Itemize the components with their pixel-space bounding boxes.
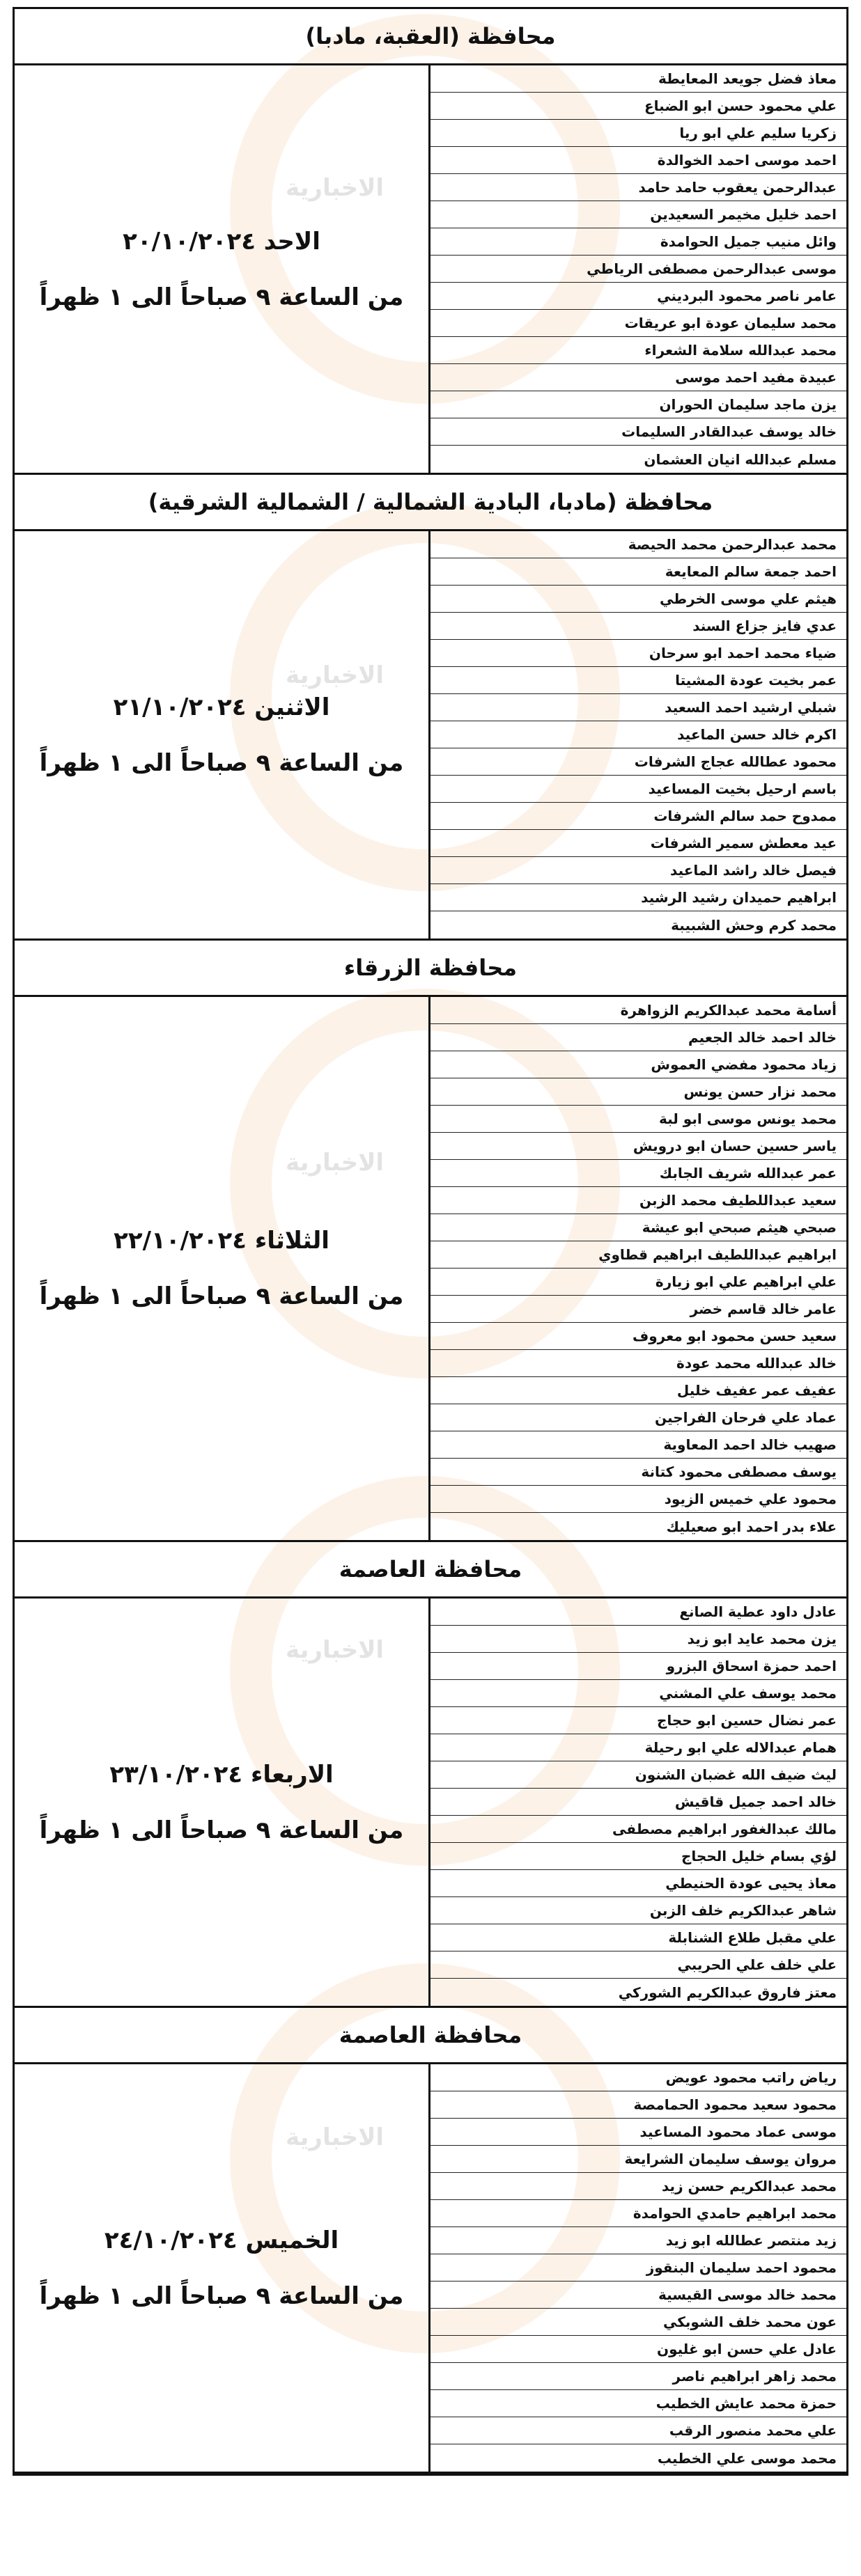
name-row: محمد نزار حسن يونس (430, 1078, 846, 1106)
section-header (15, 2008, 846, 2064)
section-header (15, 941, 846, 997)
name-row: محمد يوسف علي المشني (430, 1680, 846, 1707)
name-row: خالد يوسف عبدالقادر السليمات (430, 418, 846, 446)
watermark-text: الاخبارية (286, 1149, 385, 1177)
name-row: احمد جمعة سالم المعايعة (430, 558, 846, 586)
name-row: عامر خالد قاسم خضر (430, 1296, 846, 1323)
name-row: عمر بخيت عودة المشيتا (430, 667, 846, 694)
name-row: سعيد حسن محمود ابو معروف (430, 1323, 846, 1350)
schedule-date: الاحد ٢٠/١٠/٢٠٢٤ (123, 227, 320, 256)
governorate-title: محافظة (مادبا، البادية الشمالية / الشمالية الشرقية) (148, 489, 713, 515)
section-body (15, 531, 846, 941)
schedule-time: من الساعة ٩ صباحاً الى ١ ظهراً (39, 2282, 404, 2310)
name-row: عادل داود عطية الصانع (430, 1599, 846, 1626)
schedule-date: الخميس ٢٤/١٠/٢٠٢٤ (104, 2226, 339, 2254)
name-row: خالد احمد جميل قاقيش (430, 1789, 846, 1816)
name-row: معاذ يحيى عودة الحنيطي (430, 1870, 846, 1897)
name-row: احمد خليل مخيمر السعيدين (430, 201, 846, 228)
schedule-time: من الساعة ٩ صباحاً الى ١ ظهراً (39, 748, 404, 777)
name-row: اكرم خالد حسن الماعيد (430, 721, 846, 748)
watermark-text: الاخبارية (286, 174, 385, 202)
names-list (428, 997, 846, 1540)
section-header (15, 475, 846, 531)
name-row: باسم ارحيل بخيت المساعيد (430, 776, 846, 803)
name-row: هيثم علي موسى الخرطي (430, 586, 846, 613)
name-row: محمد عبدالله سلامة الشعراء (430, 337, 846, 364)
name-row: علي محمد منصور الرقب (430, 2417, 846, 2444)
name-row: يزن محمد عايد ابو زيد (430, 1626, 846, 1653)
name-row: أسامة محمد عبدالكريم الزواهرة (430, 997, 846, 1024)
schedule-info (15, 65, 428, 473)
schedule-date: الاثنين ٢١/١٠/٢٠٢٤ (113, 693, 330, 721)
name-row: ياسر حسين حسان ابو درويش (430, 1133, 846, 1160)
name-row: صبحي هيثم صبحي ابو عيشة (430, 1214, 846, 1241)
name-row: شاهر عبدالكريم خلف الزبن (430, 1897, 846, 1924)
name-row: ليث ضيف الله غضبان الشنون (430, 1761, 846, 1789)
governorate-title: محافظة العاصمة (339, 1556, 522, 1582)
name-row: زكريا سليم علي ابو ريا (430, 120, 846, 147)
schedule-info (15, 1599, 428, 2006)
names-list (428, 2064, 846, 2472)
name-row: محمود سعيد محمود الحمامصة (430, 2091, 846, 2119)
name-row: خالد عبدالله محمد عودة (430, 1350, 846, 1377)
name-row: خالد احمد خالد الجعيم (430, 1024, 846, 1051)
name-row: حمزة محمد عايش الخطيب (430, 2390, 846, 2417)
name-row: عمر نضال حسين ابو حجاج (430, 1707, 846, 1734)
names-list (428, 1599, 846, 2006)
name-row: لؤي بسام خليل الحجاج (430, 1843, 846, 1870)
name-row: علي مقبل طلاع الشنابلة (430, 1924, 846, 1951)
name-row: علاء بدر احمد ابو صعيليك (666, 1518, 837, 1535)
section-header (15, 1542, 846, 1599)
name-row: علي محمود حسن ابو الضباع (430, 93, 846, 120)
name-row: يزن ماجد سليمان الحوران (430, 391, 846, 418)
name-row: محمد سليمان عودة ابو عريقات (430, 310, 846, 337)
name-row: محمد عبدالكريم حسن زيد (430, 2173, 846, 2200)
name-row: مروان يوسف سليمان الشرايعة (430, 2146, 846, 2173)
name-row: محمد كرم وحش الشبيبة (671, 916, 837, 934)
name-row: صهيب خالد احمد المعاوية (430, 1431, 846, 1459)
name-row: عمر عبدالله شريف الجابك (430, 1160, 846, 1187)
schedule-date: الاربعاء ٢٣/١٠/٢٠٢٤ (109, 1760, 334, 1789)
governorate-title: محافظة (العقبة، مادبا) (305, 23, 556, 49)
schedule-time: من الساعة ٩ صباحاً الى ١ ظهراً (39, 1282, 404, 1310)
name-row: عيد معطش سمير الشرفات (430, 830, 846, 857)
name-row: همام عبدالاله علي ابو رحيلة (430, 1734, 846, 1761)
name-row: علي خلف علي الحريبي (430, 1951, 846, 1979)
name-row: عادل علي حسن ابو غليون (430, 2336, 846, 2363)
name-row: معاذ فضل جويعد المعايطة (430, 65, 846, 93)
name-row: زياد محمود مفضي العموش (430, 1051, 846, 1078)
governorate-title: محافظة الزرقاء (343, 955, 518, 981)
section-body (15, 997, 846, 1542)
governorate-title: محافظة العاصمة (339, 2022, 522, 2048)
names-list (428, 65, 846, 473)
name-row: محمد ابراهيم حامدي الحوامدة (430, 2200, 846, 2227)
name-row: ابراهيم حميدان رشيد الرشيد (430, 884, 846, 911)
name-row: سعيد عبداللطيف محمد الزبن (430, 1187, 846, 1214)
section-body (15, 1599, 846, 2008)
watermark-text: الاخبارية (286, 2123, 385, 2151)
schedule-table (13, 7, 848, 2476)
name-row: عبدالرحمن يعقوب حامد حامد (430, 174, 846, 201)
name-row: محمد عبدالرحمن محمد الحيصة (430, 531, 846, 558)
name-row: عماد علي فرحان الفراجين (430, 1404, 846, 1431)
schedule-date: الثلاثاء ٢٢/١٠/٢٠٢٤ (114, 1227, 329, 1255)
section-body (15, 2064, 846, 2474)
name-row: معتز فاروق عبدالكريم الشوركي (618, 1984, 837, 2001)
schedule-info (15, 531, 428, 938)
name-row: مسلم عبدالله انيان العشمان (644, 450, 837, 468)
name-row: عامر ناصر محمود البرديني (430, 283, 846, 310)
schedule-time: من الساعة ٩ صباحاً الى ١ ظهراً (39, 1816, 404, 1844)
name-row: وائل منيب جميل الحوامدة (430, 228, 846, 256)
name-row: ابراهيم عبداللطيف ابراهيم قطاوي (430, 1241, 846, 1269)
name-row: موسى عبدالرحمن مصطفى الرياطي (430, 256, 846, 283)
name-row: شبلي ارشيد احمد السعيد (430, 694, 846, 721)
name-row: محمد خالد موسى القيسية (430, 2282, 846, 2309)
section-body (15, 65, 846, 475)
names-list (428, 531, 846, 938)
name-row: عفيف عمر عفيف خليل (430, 1377, 846, 1404)
watermark-text: الاخبارية (286, 661, 385, 689)
name-row: محمد زاهر ابراهيم ناصر (430, 2363, 846, 2390)
schedule-info (15, 997, 428, 1540)
name-row: مالك عبدالغفور ابراهيم مصطفى (430, 1816, 846, 1843)
name-row: ضياء محمد احمد ابو سرحان (430, 640, 846, 667)
name-row: محمود عطالله عجاج الشرفات (430, 748, 846, 776)
watermark-text: الاخبارية (286, 1636, 385, 1664)
name-row: موسى عماد محمود المساعيد (430, 2119, 846, 2146)
name-row: عدي فايز جزاع السند (430, 613, 846, 640)
name-row: عون محمد خلف الشوبكي (430, 2309, 846, 2336)
schedule-time: من الساعة ٩ صباحاً الى ١ ظهراً (39, 283, 404, 311)
name-row: ممدوح حمد سالم الشرفات (430, 803, 846, 830)
name-row: رياض راتب محمود عويض (430, 2064, 846, 2091)
name-row: محمد موسى علي الخطيب (657, 2449, 837, 2467)
schedule-info (15, 2064, 428, 2472)
name-row: محمود علي خميس الزيود (430, 1486, 846, 1513)
name-row: احمد حمزة اسحاق البزرو (430, 1653, 846, 1680)
section-header (15, 9, 846, 65)
name-row: محمود احمد سليمان البنقوز (430, 2254, 846, 2282)
name-row: زيد منتصر عطالله ابو زيد (430, 2227, 846, 2254)
name-row: محمد يونس موسى ابو لبة (430, 1106, 846, 1133)
name-row: فيصل خالد راشد الماعيد (430, 857, 846, 884)
name-row: علي ابراهيم علي ابو زيارة (430, 1269, 846, 1296)
name-row: يوسف مصطفى محمود كتانة (430, 1459, 846, 1486)
name-row: عبيدة مفيد احمد موسى (430, 364, 846, 391)
name-row: احمد موسى احمد الخوالدة (430, 147, 846, 174)
